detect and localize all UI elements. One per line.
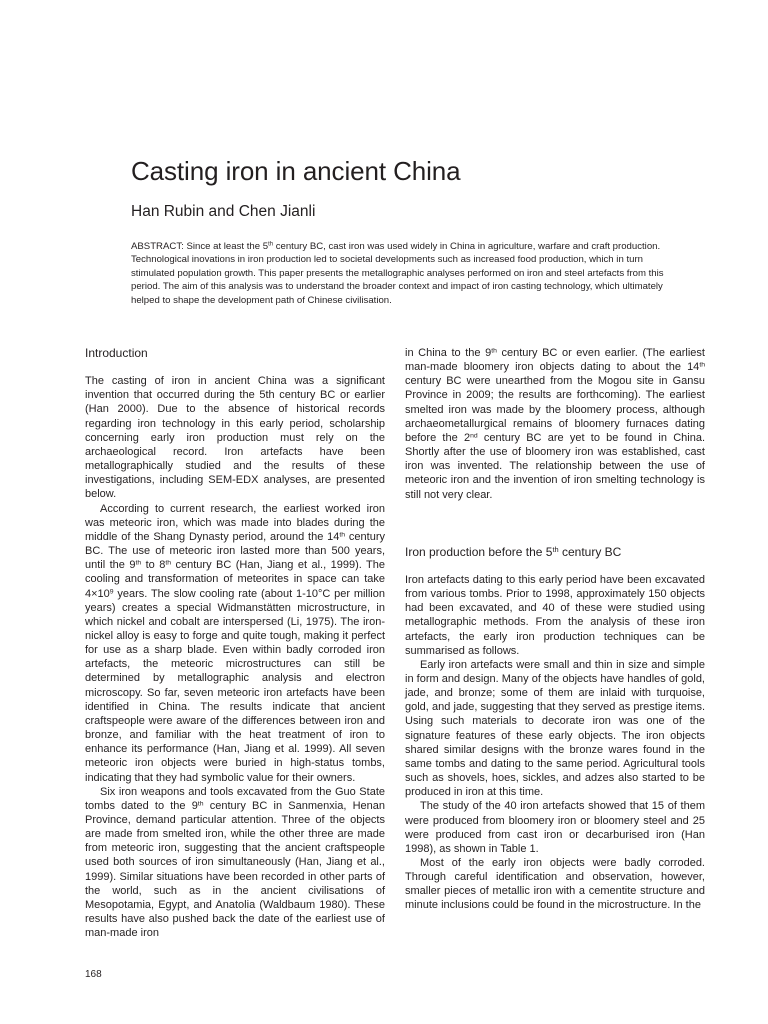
authors: Han Rubin and Chen Jianli bbox=[131, 203, 316, 220]
abstract-label: ABSTRACT: bbox=[131, 241, 184, 252]
section2-paragraph-2: Early iron artefacts were small and thin in size and simple in form and design. Many of the objects have handles of gold, jade, and bronze; some of them are inlaid with turquoise, gold, and jade, suggesting that they served as prestige items. Using such materials to decorate iron was one of the signature features of these early objects. The iron objects shared similar designs with the bronze wares found in the same tombs and dating to the same period. Agricultural tools such as shovels, hoes, sickles, and adzes also started to be produced in iron at this time. bbox=[405, 658, 705, 799]
section2-paragraph-1: Iron artefacts dating to this early period have been excavated from various tombs. Prior to 1998, approximately 150 objects had been excavated, and 40 of these were studied using metallographic methods. From the analysis of these iron artefacts, the early iron production techniques can be summarised as follows. bbox=[405, 573, 705, 657]
intro-paragraph-1: The casting of iron in ancient China was a significant invention that occurred during the 5th century BC or earlier (Han 2000). Due to the absence of historical records regarding iron technology in this early period, scholarship concerning early iron production must rely on the archaeological record. Iron artefacts have been metallographically studied and the results of these investigations, including SEM-EDX analyses, are presented below. bbox=[85, 375, 385, 501]
heading-iron-production: Iron production before the 5th century BC bbox=[405, 544, 622, 559]
intro-paragraph-2: According to current research, the earliest worked iron was meteoric iron, which was made into blades during the middle of the Shang Dynasty period, around the 14th century BC. The use of meteoric iron lasted more than 500 years, until the 9th to 8th century BC (Han, Jiang et al., 1999). The cooling and transformation of meteorites in space can take $4\times 10^9$ years. The slow cooling rate (about 1-10°C per million years) creates a special Widmanstätten microstructure, in which nickel and cobalt are interspersed (Li, 1975). The iron-nickel alloy is easy to forge and quite tough, making it perfect for use as a sharp blade. Even within badly corroded iron artefacts, the meteoric microstructures can still be determined by metallographic analysis and electron microscopy. So far, seven meteoric iron artefacts have been identified in China. The results indicate that ancient craftspeople were aware of the differences between iron and bronze, and familiar with the heat treatment of iron to enhance its performance (Han, Jiang et al. 1999). All seven meteoric iron objects were buried in high-status tombs, indicating that they had symbolic value for their owners. bbox=[85, 502, 385, 784]
page-number: 168 bbox=[85, 969, 102, 980]
intro-paragraph-3: Six iron weapons and tools excavated from the Guo State tombs dated to the 9th century BC in Sanmenxia, Henan Province, demand particular attention. Three of the objects are made from smelted iron, while the other three are made from meteoric iron, suggesting that the ancient craftspeople used both sources of iron simultaneously (Han, Jiang et al., 1999). Similar situations have been recorded in other parts of the world, such as in the ancient civilisations of Mesopotamia, Egypt, and Anatolia (Waldbaum 1980). These results have also pushed back the date of the earliest use of man-made iron bbox=[85, 785, 385, 940]
section2-paragraph-4: Most of the early iron objects were badly corroded. Through careful identification and observation, however, smaller pieces of metallic iron with a cementite structure and minute inclusions could be found in the microstructure. In the bbox=[405, 857, 705, 912]
abstract: ABSTRACT: Since at least the 5th century BC, cast iron was used widely in China in agriculture, warfare and craft production. Technological inovations in iron production led to societal developments such as increased food production, which in turn stimulated population growth. This paper presents the metallographic analyses performed on iron and steel artefacts from this period. The aim of this analysis was to understand the broader context and impact of iron casting technology, which ultimately helped to shape the development path of Chinese civilisation. bbox=[131, 241, 664, 306]
paper-title: Casting iron in ancient China bbox=[131, 156, 461, 186]
intro-paragraph-3-continued: in China to the 9th century BC or even earlier. (The earliest man-made bloomery iron objects dating to about the 14th century BC were unearthed from the Mogou site in Gansu Province in 2009; the results are forthcoming). The earliest smelted iron was made by the bloomery process, although archaeometallurgical remains of bloomery furnaces dating before the 2nd century BC are yet to be found in China. Shortly after the use of bloomery iron was established, cast iron was invented. The relationship between the use of meteoric iron and the invention of iron smelting technology is still not very clear. bbox=[405, 347, 706, 501]
left-column bbox=[85, 346, 385, 940]
heading-introduction: Introduction bbox=[85, 346, 148, 360]
section2-paragraph-3: The study of the 40 iron artefacts showed that 15 of them were produced from bloomery iron or bloomery steel and 25 were produced from cast iron or decarburised iron (Han 1998), as shown in Table 1. bbox=[405, 800, 705, 855]
right-column bbox=[405, 346, 705, 913]
